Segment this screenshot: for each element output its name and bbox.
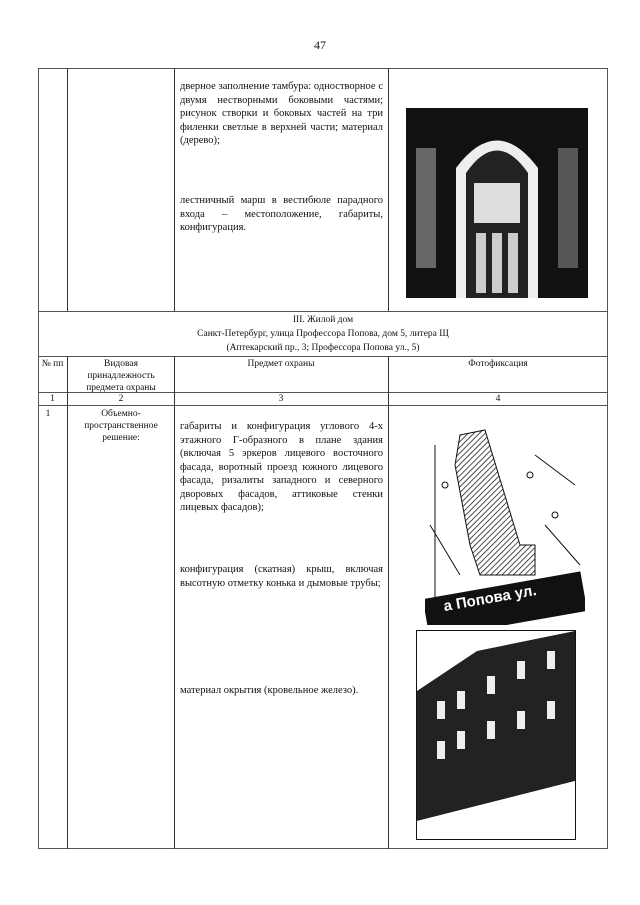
divider xyxy=(174,356,175,849)
site-plan-map xyxy=(425,425,585,625)
column-header-type: Видовая принадлежность предмета охраны xyxy=(86,359,156,393)
map-street-label: а Попова ул. xyxy=(442,581,538,616)
column-number: 4 xyxy=(495,394,501,404)
column-header-number: № пп xyxy=(41,359,64,369)
vestibule-door-image xyxy=(406,108,588,298)
section-title: III. Жилой дом xyxy=(292,315,354,325)
divider xyxy=(67,68,68,311)
section-alt-address: (Аптекарский пр., 3; Профессора Попова ул., 5) xyxy=(226,343,420,353)
column-header-subject: Предмет охраны xyxy=(247,359,315,369)
protection-item: материал окрытия (кровельное железо). xyxy=(180,685,359,696)
divider xyxy=(38,311,608,312)
divider xyxy=(174,68,175,311)
page-number: 47 xyxy=(314,38,326,52)
divider xyxy=(38,405,608,406)
vestibule-photo xyxy=(406,108,588,298)
protection-item: конфигурация (скатная) крыш, включая высотную отметку конька и дымовые трубы; xyxy=(180,564,383,589)
divider xyxy=(388,356,389,849)
row-type: Объемно-пространственное решение: xyxy=(84,409,158,443)
divider xyxy=(38,356,608,357)
column-header-photo: Фотофиксация xyxy=(468,359,528,369)
divider xyxy=(67,356,68,849)
column-number: 2 xyxy=(118,394,124,404)
divider xyxy=(388,68,389,311)
protection-item: дверное заполнение тамбура: одностворное с двумя нестворными боковыми частями; рисунок створки и боковых частей на три филенки светлые в верхней части; материал (дерево); xyxy=(180,81,383,146)
section-address: Санкт-Петербург, улица Профессора Попова, дом 5, литера Щ xyxy=(197,329,449,339)
column-number: 1 xyxy=(50,394,55,404)
protection-item: габариты и конфигурация углового 4-х этажного Г-образного в плане здания (включая 5 эркеров лицевого восточного фасада, воротный проезд южного лицевого фасада, ризалиты западного и северного дворовых фасадов, аттиковые стенки лицевых фасадов); xyxy=(180,421,383,513)
protection-item: лестничный марш в вестибюле парадного входа – местоположение, габариты, конфигурация. xyxy=(180,195,383,233)
building-facade-photo xyxy=(416,630,576,840)
row-number: 1 xyxy=(45,409,51,419)
column-number: 3 xyxy=(278,394,284,404)
